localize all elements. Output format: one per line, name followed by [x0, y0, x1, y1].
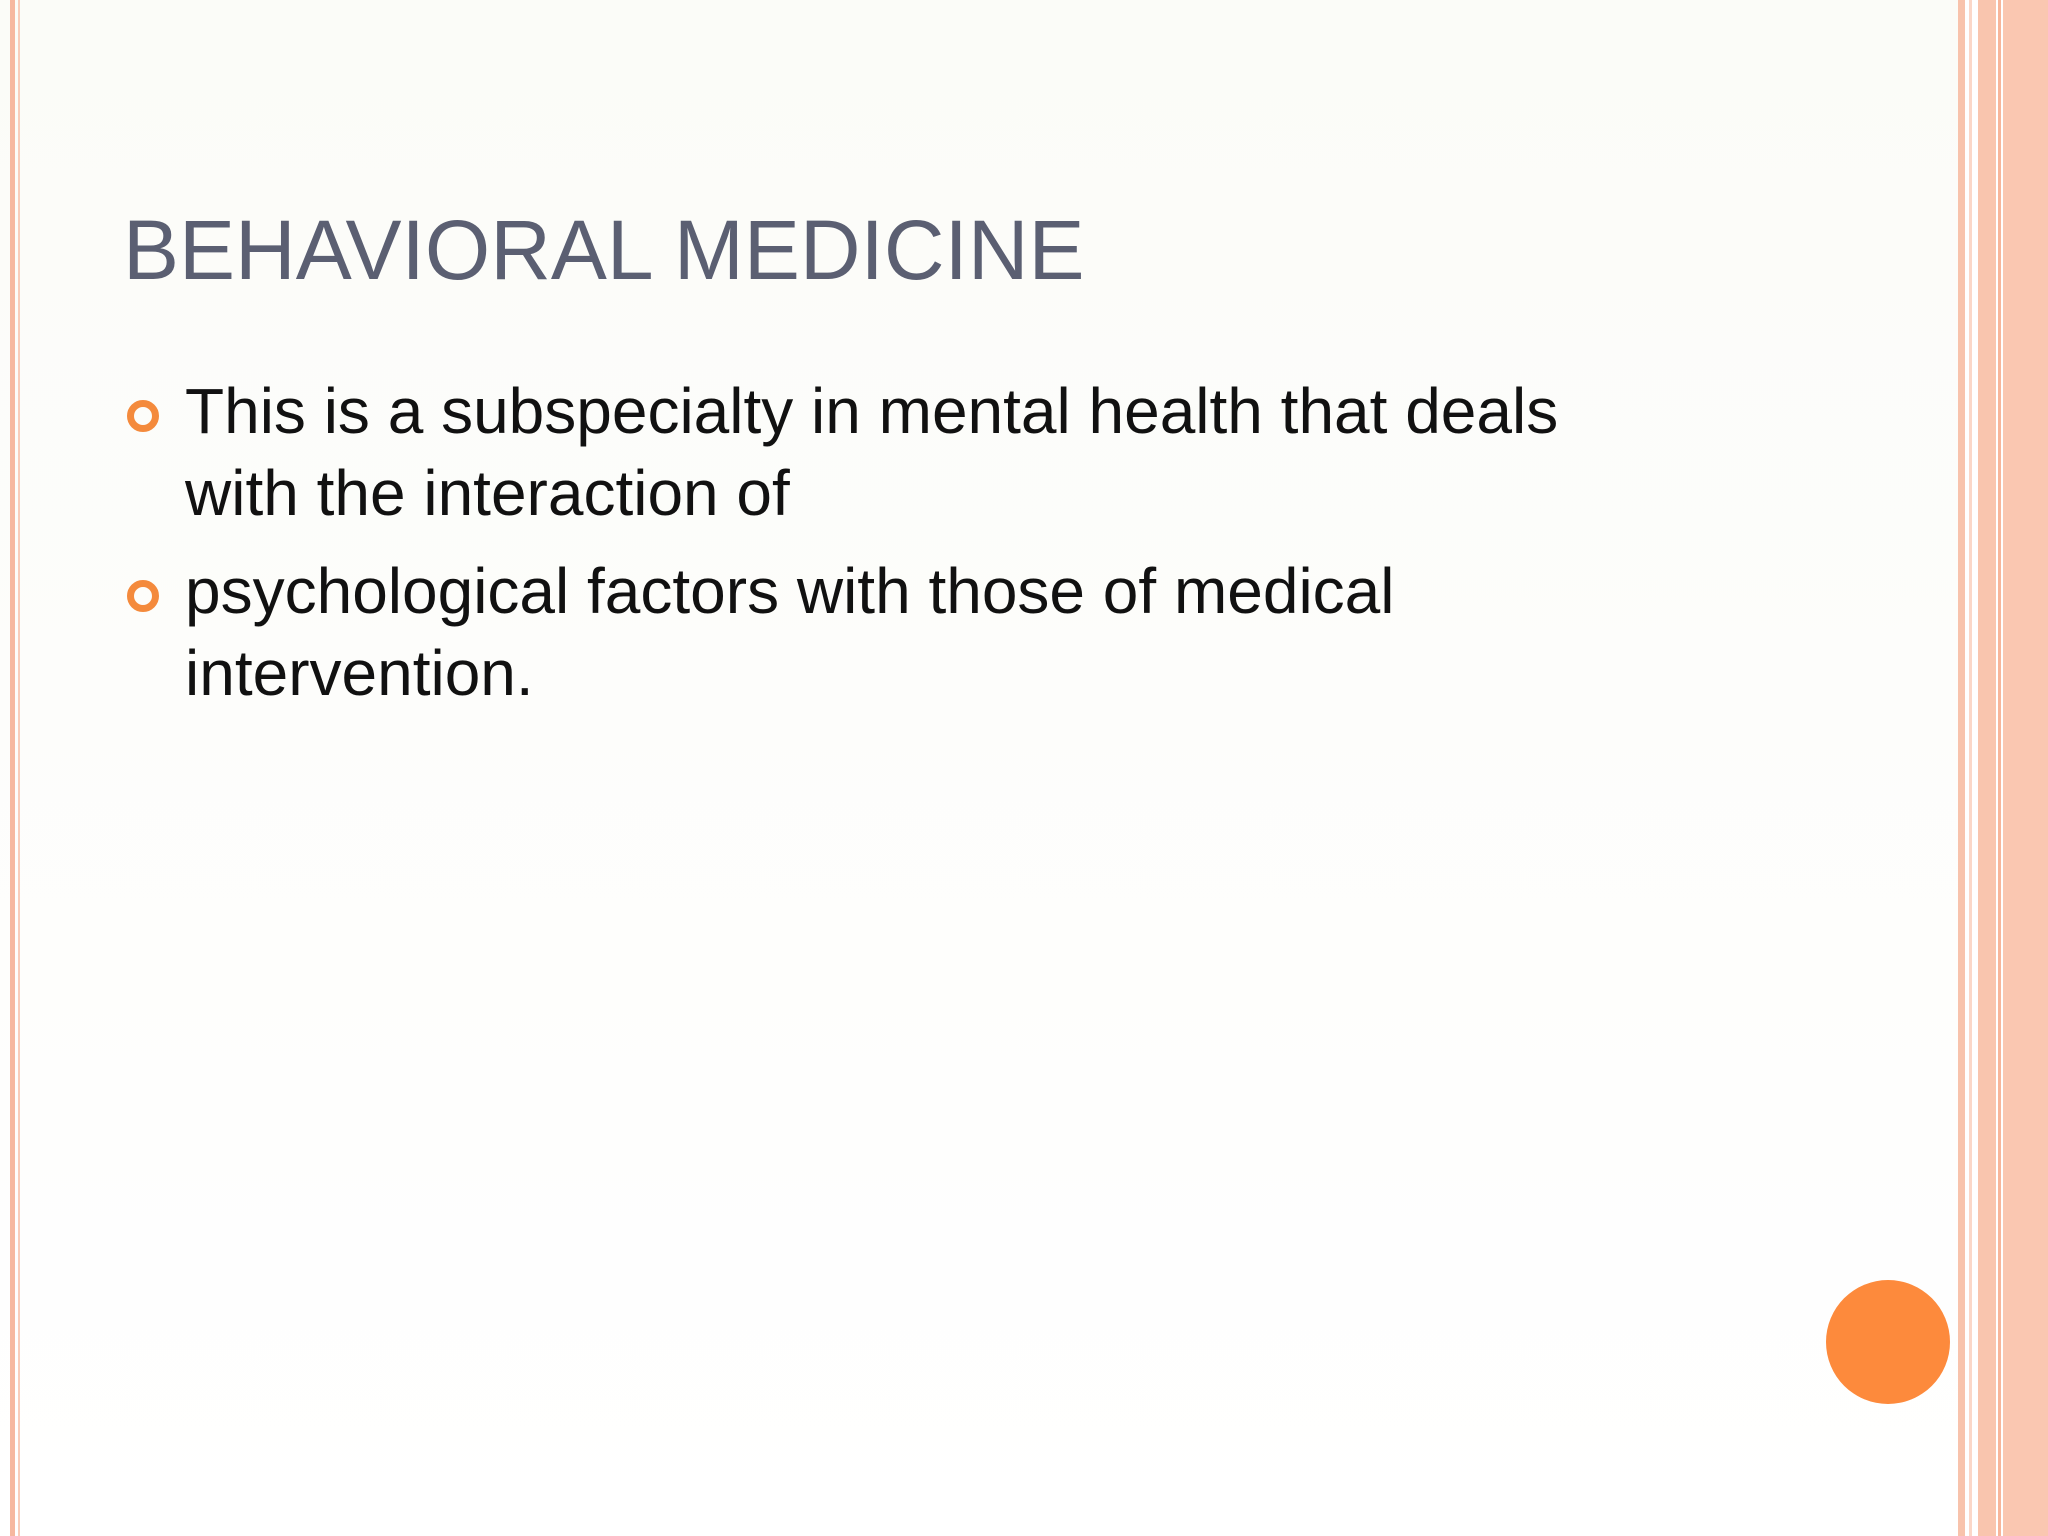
bullet-item — [123, 370, 1683, 534]
orange-circle-accent — [1826, 1280, 1950, 1404]
left-decorative-stripe-thin — [18, 0, 20, 1536]
ring-bullet-icon — [127, 400, 159, 432]
right-decorative-stripe — [1958, 0, 1965, 1536]
bullet-item — [123, 550, 1683, 714]
bullet-list — [123, 370, 1683, 730]
bullet-text: This is a subspecialty in mental health that deals with the interaction of — [185, 375, 1559, 529]
slide-title: BEHAVIORAL MEDICINE — [123, 203, 1085, 297]
right-decorative-stripe — [1998, 0, 2001, 1536]
bullet-text: psychological factors with those of medical intervention. — [185, 555, 1395, 709]
right-decorative-stripe — [1978, 0, 1996, 1536]
right-decorative-stripe — [1969, 0, 1972, 1536]
left-decorative-stripe — [10, 0, 15, 1536]
right-decorative-stripe — [2003, 0, 2048, 1536]
ring-bullet-icon — [127, 580, 159, 612]
